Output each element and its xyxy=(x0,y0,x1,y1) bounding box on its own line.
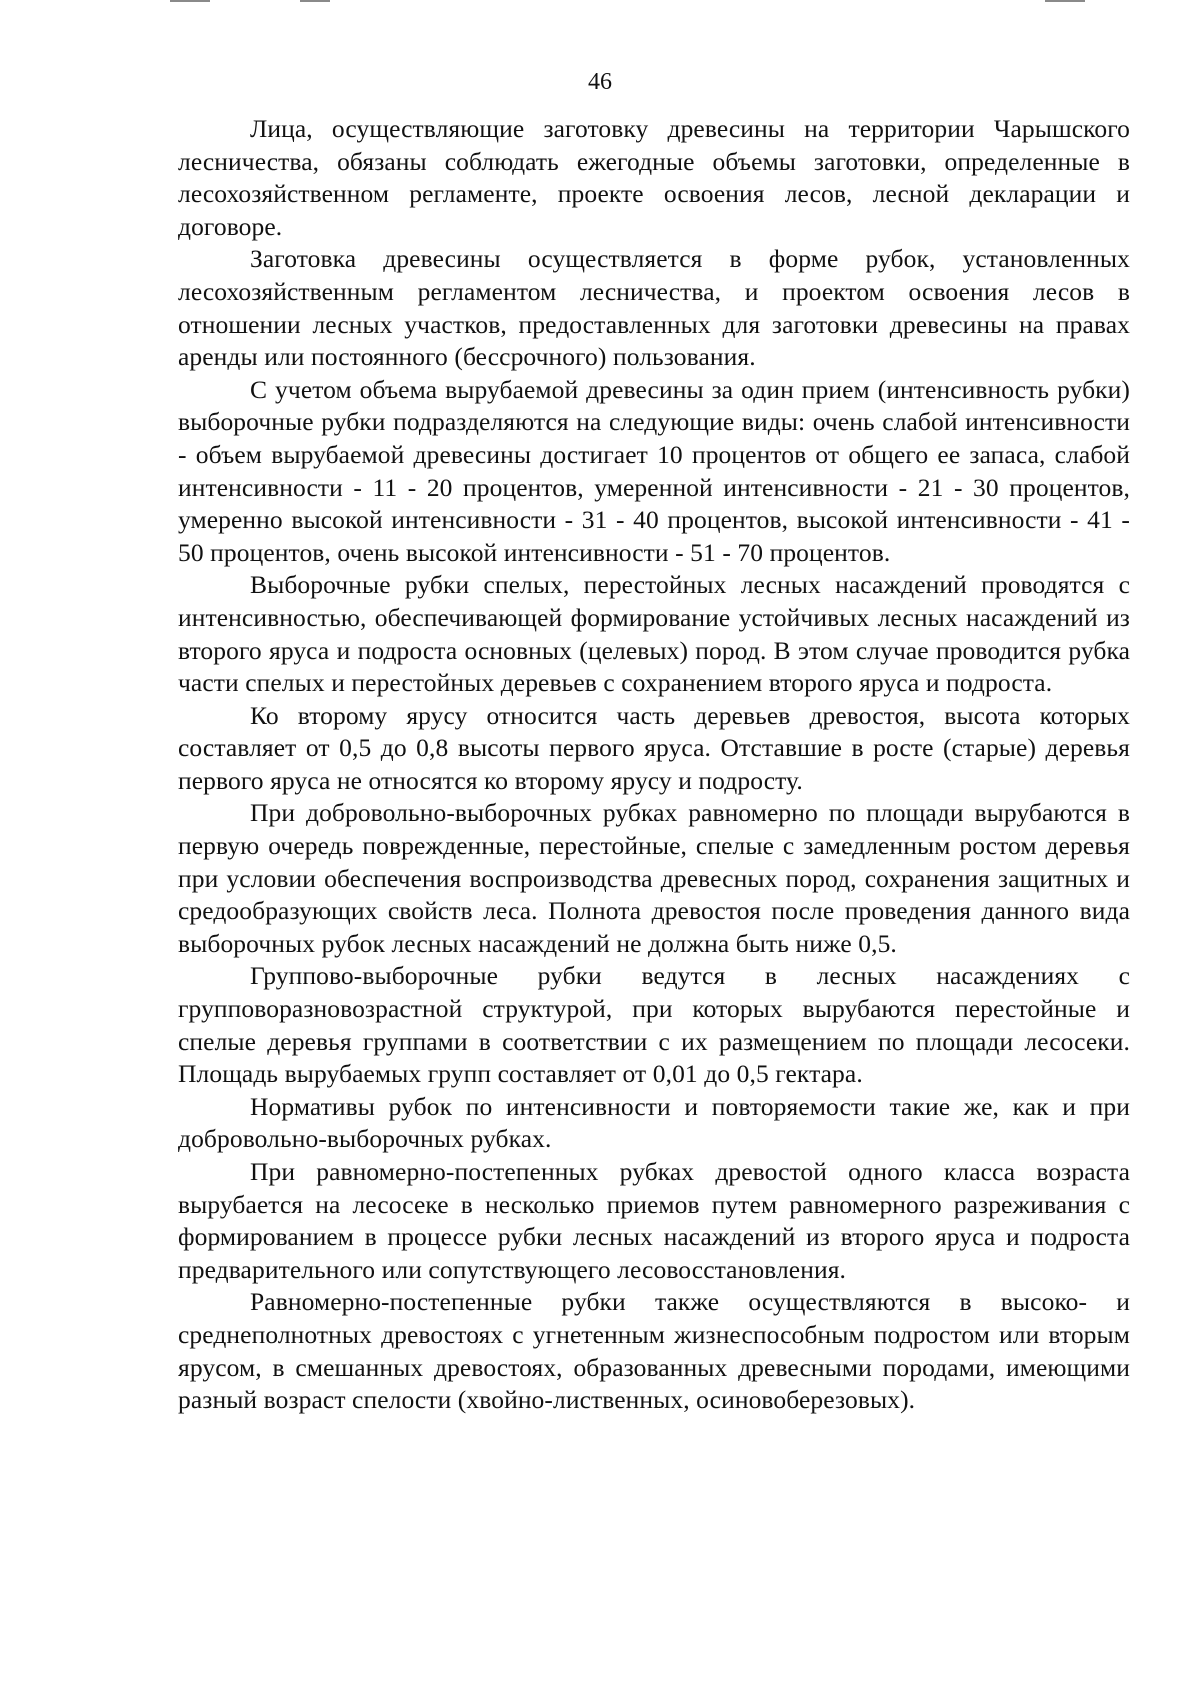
paragraph-3: С учетом объема вырубаемой древесины за один прием (интенсивность рубки) выборочные рубки подразделяются на следующие виды: очень слабой интенсивности - объем вырубаемой древесины достигает 10 процентов от общего ее запаса, слабой интенсивности - 11 - 20 процентов, умеренной интенсивности - 21 - 30 процентов, умеренно высокой интенсивности - 31 - 40 процентов, высокой интенсивности - 41 - 50 процентов, очень высокой интенсивности - 51 - 70 процентов. xyxy=(178,374,1130,567)
paragraph-4: Выборочные рубки спелых, перестойных лесных насаждений проводятся с интенсивностью, обеспечивающей формирование устойчивых лесных насаждений из второго яруса и подроста основных (целевых) пород. В этом случае проводится рубка части спелых и перестойных деревьев с сохранением второго яруса и подроста. xyxy=(178,570,1130,698)
paragraph-2: Заготовка древесины осуществляется в форме рубок, установленных лесохозяйственным регламентом лесничества, и проектом освоения лесов в отношении лесных участков, предоставленных для заготовки древесины на правах аренды или постоянного (бессрочного) пользования. xyxy=(178,244,1130,372)
paragraph-1: Лица, осуществляющие заготовку древесины на территории Чарышского лесничества, обязаны соблюдать ежегодные объемы заготовки, определенные в лесохозяйственном регламенте, проекте освоения лесов, лесной декларации и договоре. xyxy=(178,114,1130,241)
paragraph-7: Группово-выборочные рубки ведутся в лесных насаждениях с групповоразновозрастной структурой, при которых вырубаются перестойные и спелые деревья группами в соответствии с их размещением по площади лесосеки. Площадь вырубаемых групп составляет от 0,01 до 0,5 гектара. xyxy=(178,961,1130,1089)
paragraph-8: Нормативы рубок по интенсивности и повторяемости такие же, как и при добровольно-выборочных рубках. xyxy=(178,1091,1130,1154)
page-number: 46 xyxy=(588,69,612,95)
paragraph-5: Ко второму ярусу относится часть деревьев древостоя, высота которых составляет от 0,5 до 0,8 высоты первого яруса. Отставшие в росте (старые) деревья первого яруса не относятся ко второму ярусу и подросту. xyxy=(178,700,1130,795)
document-body xyxy=(178,113,1130,1417)
paragraph-6: При добровольно-выборочных рубках равномерно по площади вырубаются в первую очередь поврежденные, перестойные, спелые с замедленным ростом деревья при условии обеспечения воспроизводства древесных пород, сохранения защитных и средообразующих свойств леса. Полнота древостоя после проведения данного вида выборочных рубок лесных насаждений не должна быть ниже 0,5. xyxy=(178,798,1130,958)
paragraph-10: Равномерно-постепенные рубки также осуществляются в высоко- и среднеполнотных древостоях с угнетенным жизнеспособным подростом или вторым ярусом, в смешанных древостоях, образованных древесными породами, имеющими разный возраст спелости (хвойно-лиственных, осиновоберезовых). xyxy=(178,1287,1130,1415)
paragraph-9: При равномерно-постепенных рубках древостой одного класса возраста вырубается на лесосеке в несколько приемов путем равномерного разреживания с формированием в процессе рубки лесных насаждений из второго яруса и подроста предварительного или сопутствующего лесовосстановления. xyxy=(178,1157,1130,1284)
scan-artifact-top-right xyxy=(1045,0,1085,2)
scan-artifact-top-left xyxy=(170,0,210,2)
scan-artifact-top-mid xyxy=(300,0,330,2)
